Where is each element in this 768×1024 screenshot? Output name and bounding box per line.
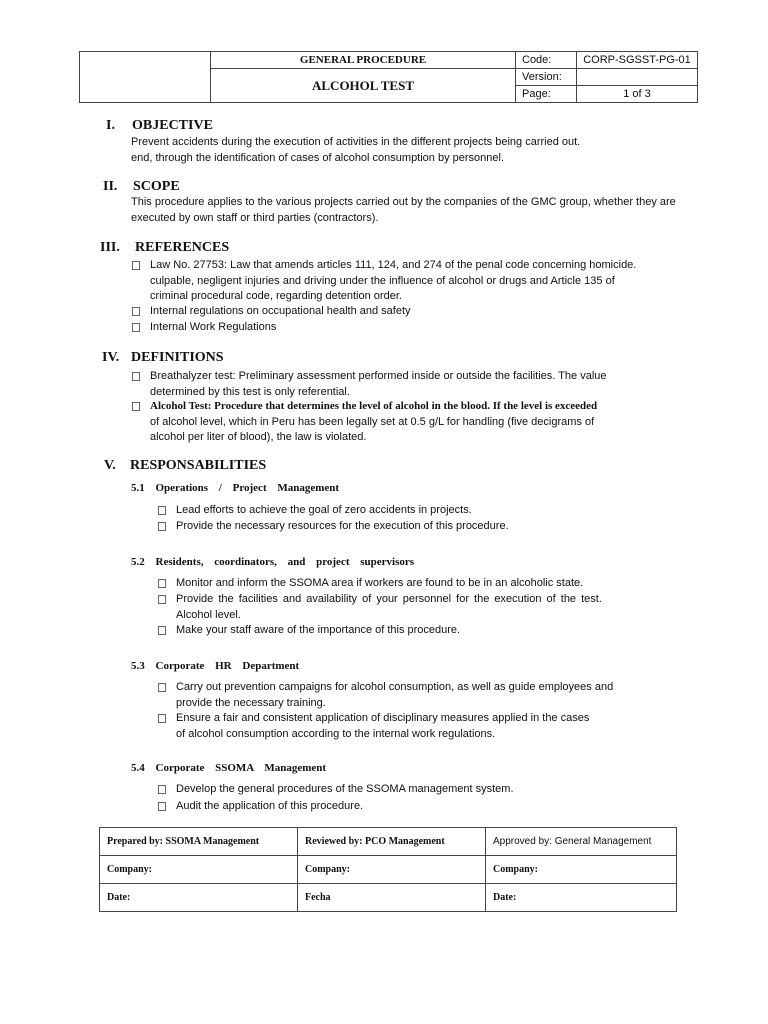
text-line: Alcohol level. (176, 608, 241, 621)
section-number: I. (106, 118, 115, 133)
bullet-box-icon (132, 323, 140, 332)
objective-text (131, 135, 580, 166)
section-heading-objective (106, 118, 213, 136)
section-heading-responsibilities (104, 458, 266, 476)
text-line: provide the necessary training. (176, 696, 326, 709)
subsection-title: 5.3 Corporate HR Department (131, 660, 300, 672)
company-label: Company: (100, 856, 298, 884)
subsection-title: 5.4 Corporate SSOMA Management (131, 762, 327, 774)
document-title: ALCOHOL TEST (211, 69, 516, 103)
text-line: criminal procedural code, regarding detention order. (150, 290, 402, 302)
section-title: REFERENCES (135, 240, 230, 255)
bullet-box-icon (158, 683, 166, 692)
version-label: Version: (516, 69, 577, 86)
list-item-text: Internal Work Regulations (150, 321, 277, 333)
list-item-text (150, 399, 597, 446)
text-line: Alcohol Test: Procedure that determines the level of alcohol in the blood. If the level is exceeded (150, 400, 598, 412)
section-title: OBJECTIVE (132, 118, 213, 133)
section-number: IV. (102, 350, 120, 365)
list-item-text (176, 592, 602, 623)
text-line: determined by this test is only referential. (150, 385, 350, 398)
bullet-box-icon (158, 522, 166, 531)
list-item-text (176, 680, 613, 711)
list-item (132, 320, 276, 336)
section-title: RESPONSABILITIES (130, 458, 267, 473)
bullet-box-icon (158, 579, 166, 588)
reviewed-by: Reviewed by: PCO Management (298, 828, 486, 856)
approved-by: Approved by: General Management (486, 828, 677, 856)
text-line: Breathalyzer test: Preliminary assessment performed inside or outside the facilities. The value (150, 370, 607, 382)
company-label: Company: (486, 856, 677, 884)
list-item (132, 399, 597, 446)
page-label: Page: (516, 86, 577, 103)
list-item-text: Provide the necessary resources for the execution of this procedure. (176, 520, 509, 532)
list-item (158, 711, 589, 742)
list-item-text: Internal regulations on occupational health and safety (150, 305, 411, 317)
list-item-text: Lead efforts to achieve the goal of zero accidents in projects. (176, 504, 472, 516)
list-item-text (150, 258, 636, 305)
subsection-title: 5.1 Operations / Project Management (131, 482, 340, 494)
document-header-table (79, 51, 698, 103)
list-item-text: Make your staff aware of the importance of this procedure. (176, 624, 461, 636)
list-item-text: Audit the application of this procedure. (176, 800, 364, 812)
scope-text (131, 195, 676, 226)
text-line: culpable, negligent injuries and driving under the influence of alcohol or drugs and Article 135 of (150, 274, 615, 287)
text-line: of alcohol level, which in Peru has been legally set at 0.5 g/L for handling (five decigrams of (150, 415, 595, 428)
bullet-box-icon (132, 261, 140, 270)
date-label: Date: (100, 884, 298, 912)
approval-table (99, 827, 677, 912)
list-item (132, 369, 607, 400)
list-item (158, 623, 460, 639)
procedure-type: GENERAL PROCEDURE (211, 52, 516, 69)
section-number: II. (103, 179, 118, 194)
list-item (158, 680, 613, 711)
section-number: III. (100, 240, 120, 255)
company-label: Company: (298, 856, 486, 884)
text-line: end, through the identification of cases of alcohol consumption by personnel. (131, 151, 505, 164)
section-title: SCOPE (133, 179, 180, 194)
list-item (158, 782, 514, 798)
text-line: Provide the facilities and availability of your personnel for the execution of the test. (176, 593, 602, 605)
list-item-text: Develop the general procedures of the SSOMA management system. (176, 783, 514, 795)
prepared-by: Prepared by: SSOMA Management (100, 828, 298, 856)
section-number: V. (104, 458, 116, 473)
section-heading-definitions (102, 350, 224, 368)
text-line: Law No. 27753: Law that amends articles 111, 124, and 274 of the penal code concerning homicide. (150, 259, 637, 271)
bullet-box-icon (158, 506, 166, 515)
text-line: Carry out prevention campaigns for alcohol consumption, as well as guide employees and (176, 681, 614, 693)
list-item (132, 304, 411, 320)
section-title: DEFINITIONS (131, 350, 224, 365)
bullet-box-icon (132, 372, 140, 381)
logo-cell (80, 52, 211, 103)
text-line: executed by own staff or third parties (contractors). (131, 211, 379, 224)
page-value: 1 of 3 (577, 86, 698, 103)
bullet-box-icon (132, 307, 140, 316)
list-item (158, 576, 583, 592)
code-value: CORP-SGSST-PG-01 (577, 52, 698, 69)
text-line: This procedure applies to the various projects carried out by the companies of the GMC group, whether they are (131, 196, 676, 208)
version-value (577, 69, 698, 86)
bullet-box-icon (158, 595, 166, 604)
list-item-text (150, 369, 607, 400)
text-line: Ensure a fair and consistent application of disciplinary measures applied in the cases (176, 712, 590, 724)
bullet-box-icon (158, 714, 166, 723)
code-label: Code: (516, 52, 577, 69)
text-line: Prevent accidents during the execution of activities in the different projects being carried out. (131, 136, 581, 148)
date-label: Fecha (298, 884, 486, 912)
section-heading-references (100, 240, 229, 258)
text-line: of alcohol consumption according to the internal work regulations. (176, 727, 496, 740)
date-label: Date: (486, 884, 677, 912)
bullet-box-icon (158, 802, 166, 811)
list-item (158, 519, 509, 535)
bullet-box-icon (132, 402, 140, 411)
bullet-box-icon (158, 785, 166, 794)
list-item (158, 799, 363, 815)
subsection-title: 5.2 Residents, coordinators, and project supervisors (131, 556, 415, 568)
list-item (158, 503, 472, 519)
list-item (132, 258, 636, 305)
list-item (158, 592, 602, 623)
text-line: alcohol per liter of blood), the law is violated. (150, 431, 367, 443)
bullet-box-icon (158, 626, 166, 635)
list-item-text: Monitor and inform the SSOMA area if workers are found to be in an alcoholic state. (176, 577, 584, 589)
list-item-text (176, 711, 589, 742)
